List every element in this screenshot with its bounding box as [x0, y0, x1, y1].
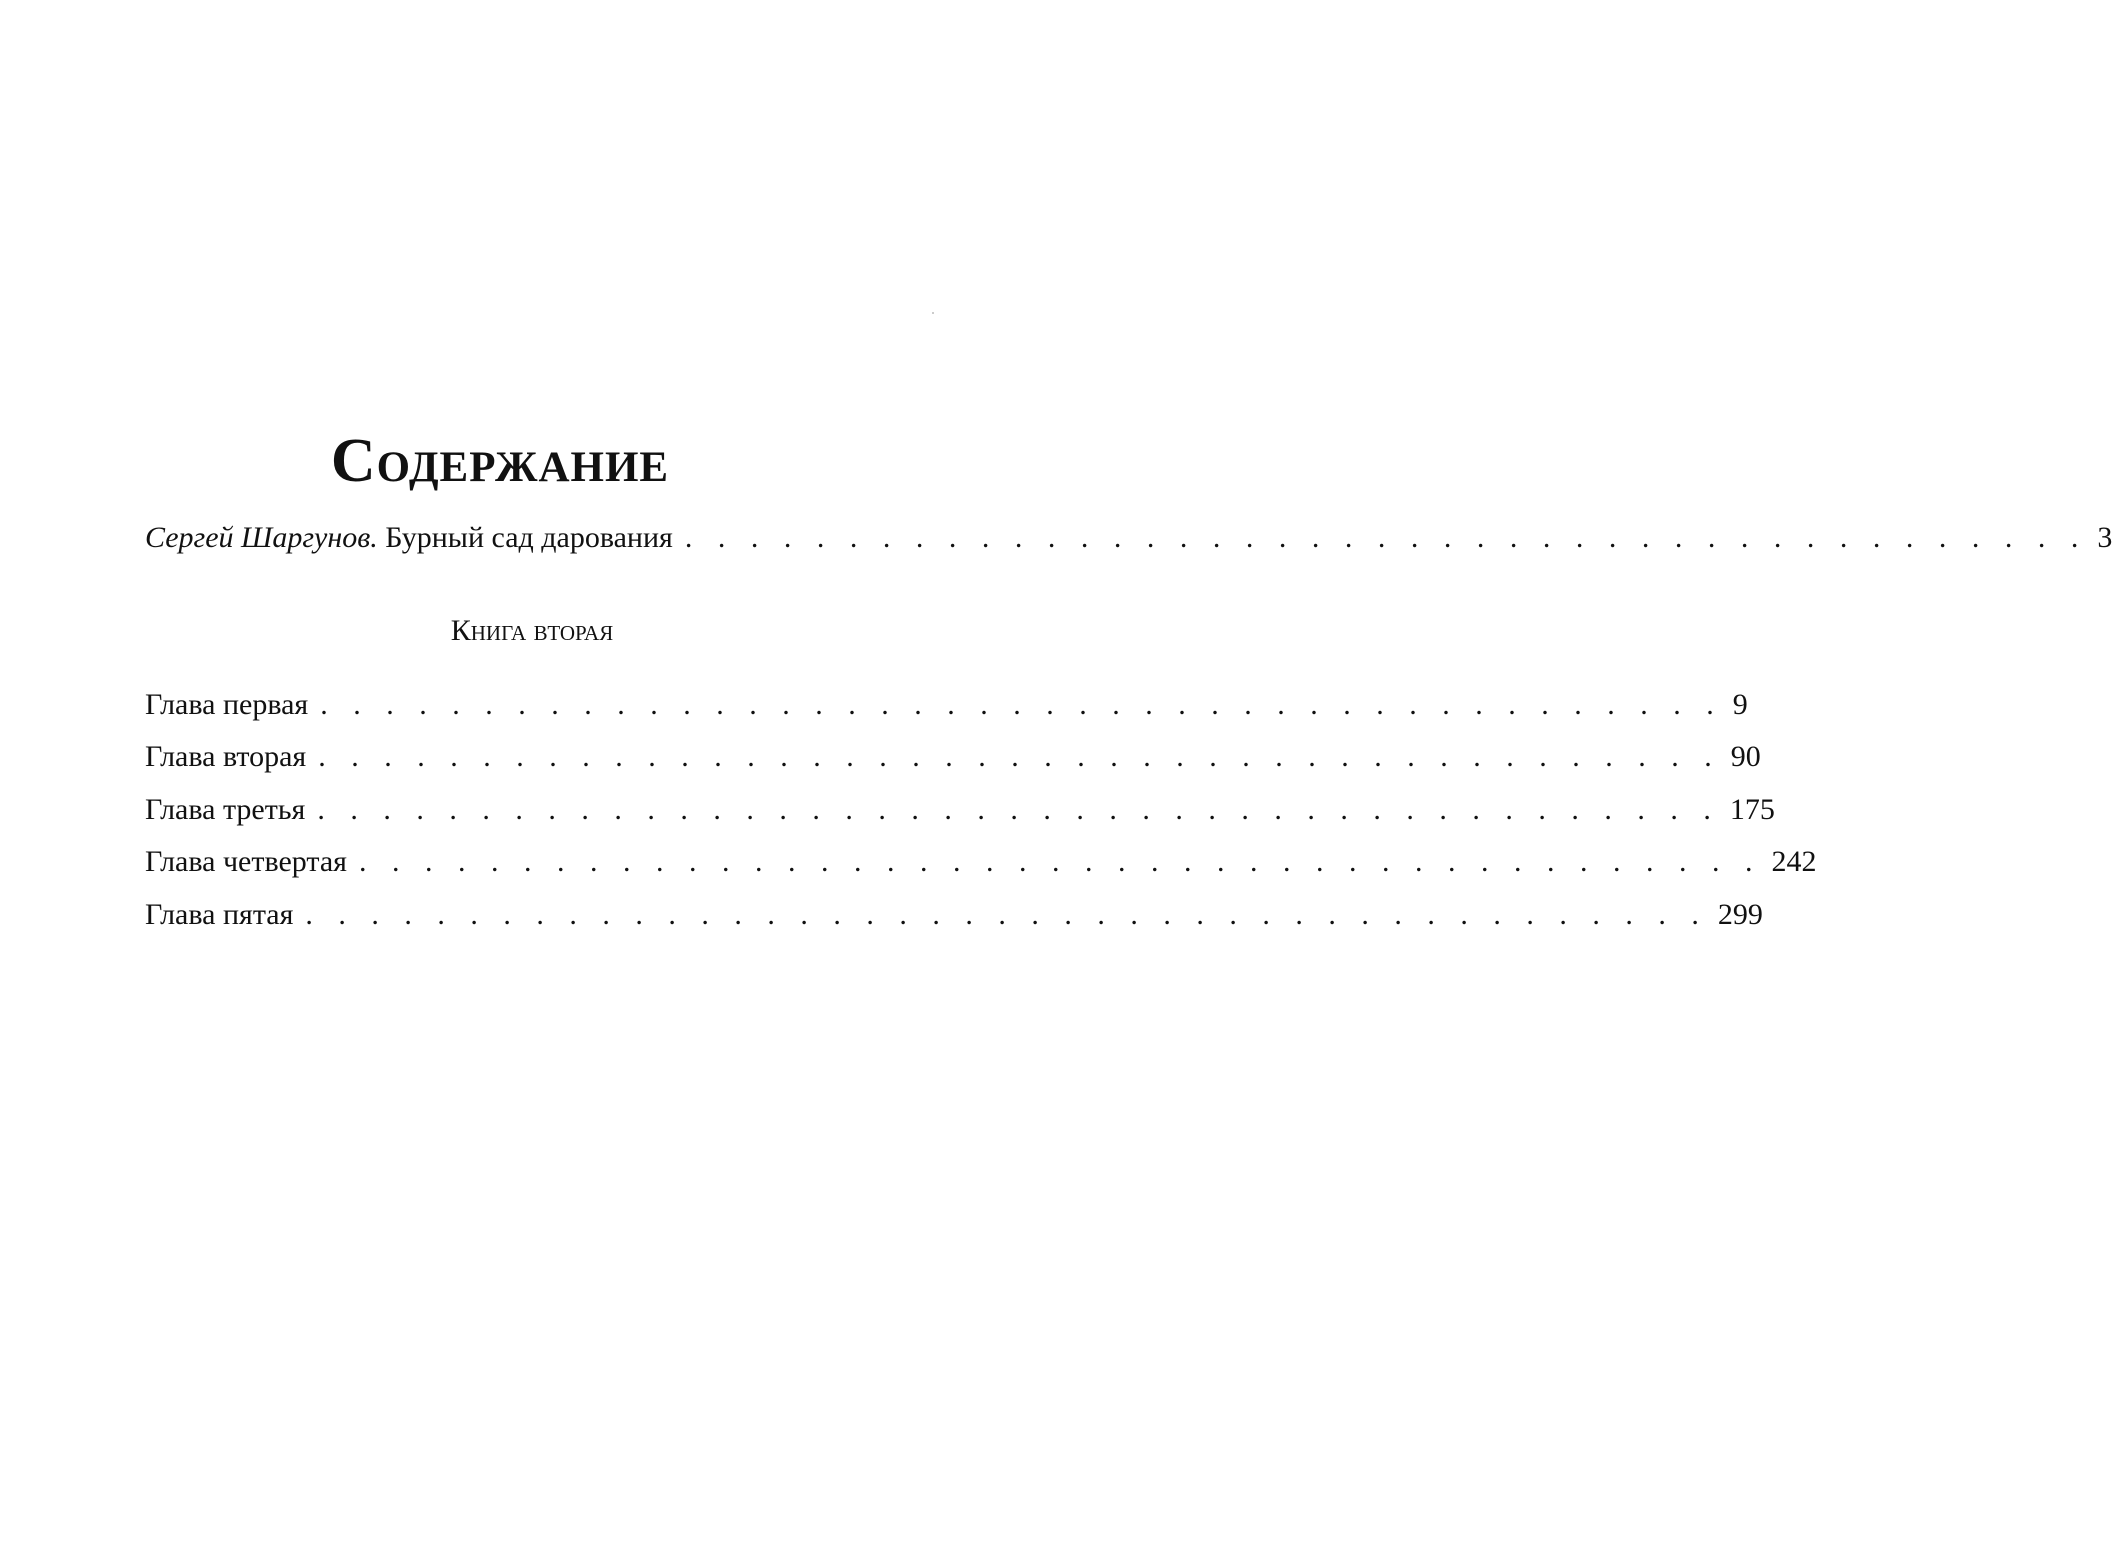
toc-entry-page: 90 — [1730, 740, 1761, 773]
toc-entry-page: 175 — [1729, 793, 1775, 826]
scan-speck — [932, 312, 934, 314]
toc-entry-title — [145, 520, 673, 556]
dot-leader: . . . . . . . . . . . . . . . . . . . . . . . . . . . . . . . . . . . . . . . . . . . — [320, 688, 1723, 721]
toc-entry-page: 9 — [1732, 688, 1748, 721]
toc-entry-page: 242 — [1771, 845, 1817, 878]
section-heading: Книга вторая — [450, 614, 614, 647]
toc-entry-title: Глава первая — [145, 688, 309, 721]
toc-entry[interactable] — [145, 687, 1748, 723]
toc-entry-page: 299 — [1717, 898, 1763, 931]
toc-entry-title-text: Бурный сад дарования — [385, 521, 673, 554]
dot-leader: . . . . . . . . . . . . . . . . . . . . . . . . . . . . . . . . . . . . . . . . . . . — [684, 521, 2088, 554]
toc-entry-title: Глава вторая — [145, 740, 307, 773]
page-title: Содержание — [330, 426, 670, 495]
toc-entry-author: Сергей Шаргунов. — [145, 521, 378, 554]
toc-entry[interactable] — [145, 897, 1763, 933]
toc-entry-title: Глава пятая — [145, 898, 294, 931]
toc-entry-intro[interactable] — [145, 520, 2112, 556]
toc-entry-page: 3 — [2097, 521, 2112, 554]
toc-entry-title: Глава третья — [145, 793, 306, 826]
toc-entry-title: Глава четвертая — [145, 845, 347, 878]
toc-entry[interactable] — [145, 792, 1775, 828]
dot-leader: . . . . . . . . . . . . . . . . . . . . . . . . . . . . . . . . . . . . . . . . . . . — [317, 793, 1720, 826]
dot-leader: . . . . . . . . . . . . . . . . . . . . . . . . . . . . . . . . . . . . . . . . . . . — [318, 740, 1721, 773]
dot-leader: . . . . . . . . . . . . . . . . . . . . . . . . . . . . . . . . . . . . . . . . . . . — [358, 845, 1762, 878]
toc-entry[interactable] — [145, 844, 1817, 880]
toc-entry[interactable] — [145, 739, 1761, 775]
dot-leader: . . . . . . . . . . . . . . . . . . . . . . . . . . . . . . . . . . . . . . . . . . . — [305, 898, 1708, 931]
